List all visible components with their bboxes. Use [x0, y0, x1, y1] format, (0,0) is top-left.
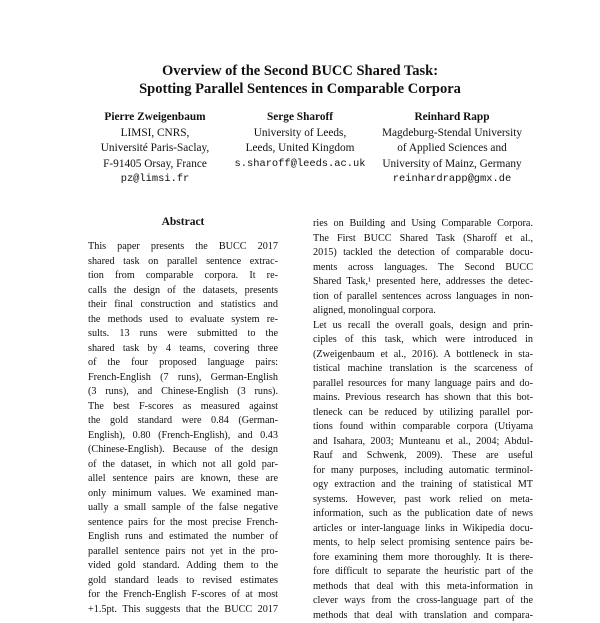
text-line: French-English (7 runs), German-English	[88, 371, 278, 386]
text-line: sentence pairs for the most precise French-	[88, 516, 278, 531]
text-line: sults. 13 runs were submitted to the	[88, 327, 278, 342]
paper-title	[0, 62, 600, 98]
author-affiliation: University of Leeds,	[225, 126, 375, 142]
text-line: (3 runs), and Chinese-English (3 runs).	[88, 385, 278, 400]
text-line: systems. However, past work relied on meta-	[313, 493, 533, 508]
author-affiliation: Leeds, United Kingdom	[225, 141, 375, 157]
text-line: (Zweigenbaum et al., 2016). A bottleneck in sta-	[313, 348, 533, 363]
text-line: fore difficult to separate the heuristic part of the	[313, 565, 533, 580]
text-line: articles or inter-language links in Wikipedia docu-	[313, 522, 533, 537]
text-line: ries on Building and Using Comparable Corpora.	[313, 217, 533, 232]
author-name: Reinhard Rapp	[372, 110, 532, 126]
text-line: clever ways from the cross-language part of the	[313, 594, 533, 609]
abstract-body	[88, 240, 278, 617]
text-line: ments across languages. The Second BUCC	[313, 261, 533, 276]
author-affiliation: Université Paris-Saclay,	[85, 141, 225, 157]
text-line: ually a small sample of the false negative	[88, 501, 278, 516]
title-line: Overview of the Second BUCC Shared Task:	[0, 62, 600, 80]
text-line: This paper presents the BUCC 2017	[88, 240, 278, 255]
text-line: of the dataset, in which not all gold par-	[88, 458, 278, 473]
text-line: Let us recall the overall goals, design and prin-	[313, 319, 533, 334]
text-line: their final construction and statistics and	[88, 298, 278, 313]
author-block	[372, 110, 532, 188]
text-line: aligned, monolingual corpora.	[313, 304, 533, 319]
text-line: calls the design of the datasets, presents	[88, 284, 278, 299]
text-line: for the French-English F-scores of at most	[88, 588, 278, 603]
text-line: Shared Task,¹ presented here, addresses the detec-	[313, 275, 533, 290]
text-line: fore examining them more thoroughly. It is there-	[313, 551, 533, 566]
text-line: the methods used to evaluate system re-	[88, 313, 278, 328]
introduction-body	[313, 217, 533, 623]
text-line: vided gold standard. Adding them to the	[88, 559, 278, 574]
text-line: methods that deal with this meta-information in	[313, 580, 533, 595]
text-line: the gold standard were 0.84 (German-	[88, 414, 278, 429]
author-affiliation: LIMSI, CNRS,	[85, 126, 225, 142]
text-line: shared task on parallel sentence extrac-	[88, 255, 278, 270]
text-line: allel sentence pairs are known, these are	[88, 472, 278, 487]
text-line: and Isahara, 2003; Munteanu et al., 2004; Abdul-	[313, 435, 533, 450]
text-line: only minimum values. We examined man-	[88, 487, 278, 502]
text-line: The best F-scores as measured against	[88, 400, 278, 415]
author-block	[85, 110, 225, 188]
author-name: Serge Sharoff	[225, 110, 375, 126]
text-line: 2015) tackled the detection of comparable docu-	[313, 246, 533, 261]
text-line: information, such as the publication date of news	[313, 507, 533, 522]
author-affiliation: University of Mainz, Germany	[372, 157, 532, 173]
author-name: Pierre Zweigenbaum	[85, 110, 225, 126]
text-line: of the four proposed language pairs:	[88, 356, 278, 371]
text-line: mains. Previous research has shown that this bot-	[313, 391, 533, 406]
text-line: shared task by 4 teams, covering three	[88, 342, 278, 357]
text-line: parallel sentence pairs not yet in the pro-	[88, 545, 278, 560]
text-line: +1.5pt. This suggests that the BUCC 2017	[88, 603, 278, 618]
author-email: s.sharoff@leeds.ac.uk	[225, 157, 375, 173]
author-email: reinhardrapp@gmx.de	[372, 172, 532, 188]
text-line: Rauf and Schwenk, 2009). These are useful	[313, 449, 533, 464]
text-line: ments, to help select promising sentence pairs be-	[313, 536, 533, 551]
author-affiliation: of Applied Sciences and	[372, 141, 532, 157]
text-line: English runs and estimated the number of	[88, 530, 278, 545]
text-line: gold standard leads to revised estimates	[88, 574, 278, 589]
text-line: tion from comparable corpora. It re-	[88, 269, 278, 284]
abstract-heading: Abstract	[88, 216, 278, 228]
text-line: methods that deal with translation and compara-	[313, 609, 533, 623]
text-line: parallel resources for many language pairs and do-	[313, 377, 533, 392]
author-affiliation: F-91405 Orsay, France	[85, 157, 225, 173]
text-line: ogy extraction and the training of statistical MT	[313, 478, 533, 493]
text-line: ciples of this task, which were introduced in	[313, 333, 533, 348]
author-affiliation: Magdeburg-Stendal University	[372, 126, 532, 142]
text-line: tistical machine translation is the scarceness of	[313, 362, 533, 377]
text-line: (Chinese-English). Because of the design	[88, 443, 278, 458]
text-line: English), 0.80 (French-English), and 0.43	[88, 429, 278, 444]
text-line: The First BUCC Shared Task (Sharoff et al.,	[313, 232, 533, 247]
text-line: tion of parallel sentences across languages in non-	[313, 290, 533, 305]
author-email: pz@limsi.fr	[85, 172, 225, 188]
title-line: Spotting Parallel Sentences in Comparable Corpora	[0, 80, 600, 98]
text-line: for many purposes, including automatic terminol-	[313, 464, 533, 479]
author-block	[225, 110, 375, 172]
text-line: tions found within comparable corpora (Utiyama	[313, 420, 533, 435]
text-line: tleneck can be reduced by utilizing parallel por-	[313, 406, 533, 421]
